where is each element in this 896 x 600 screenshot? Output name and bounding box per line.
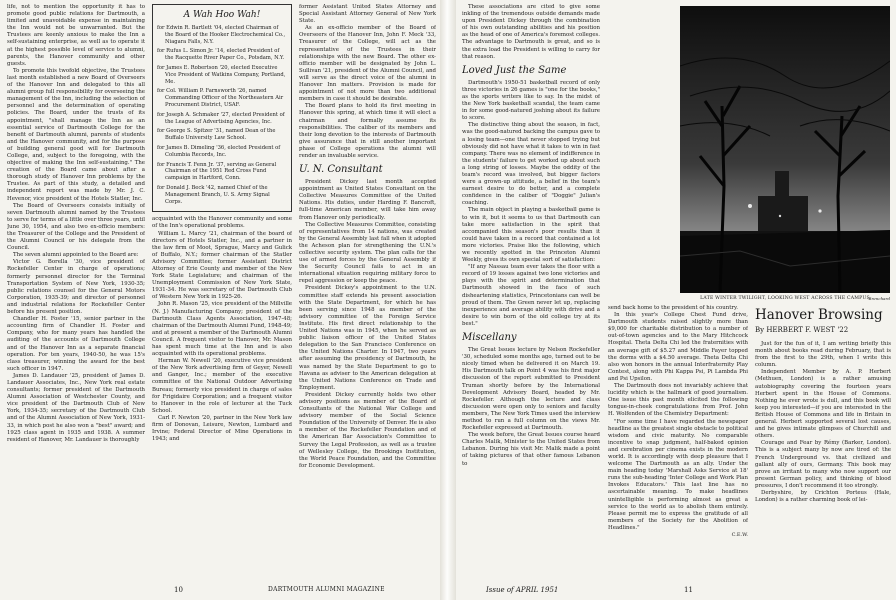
article-paragraph: Carl F. Newton '20, partner in the New York law firm of Donovan, Leisure, Newton, Lumbard and Irvine; Federal Director of Mine Operations in 1943; and — [152, 414, 292, 443]
award-item: for Rufus L. Simon Jr. '14, elected President of the Racquette River Paper Co., Potsdam, N.Y. — [157, 48, 285, 62]
loved-just-the-same-body — [462, 80, 600, 328]
right-column-1-intro — [462, 4, 600, 61]
article-paragraph: The week before, the Great Issues course heard Charles Malik, Minister to the United States from Lebanon. During his visit Mr. Malik made a point of taking pictures of that other famous Lebanon to — [462, 432, 600, 467]
article-paragraph: Herman W. Newell '20, executive vice president of the New York advertising firm of Geyer, Newell and Ganger, Inc.; member of the executive committee of the National Outdoor Advertising Bureau; formerly vice president in charge of sales for Frigidaire Corporation; and a frequent visitor to Hanover in the role of lecturer at the Tuck School. — [152, 358, 292, 414]
article-paragraph: The Board plans to hold its first meeting in Hanover this spring, at which time it will elect a chairman and formally assume its responsibilities. The caliber of its members and their long devotion to the interests of Dartmouth give assurance that in still another important phase of College operations the alumni will render an invaluable service. — [299, 103, 436, 159]
article-paragraph: President Dickey last month accepted appointment as United States Consultant on the Collective Measures Committee of the United Nations. His duties, under Harding F. Bancroft, full-time American member, will take him away from Hanover only periodically. — [299, 179, 436, 221]
review-paragraph: Courage and Fear by Rémy (Barker, London). This is a subject many by now are tired of: the French Underground vs. that civilized and gallant ally of ours, Germany. This book may prove an irritant to many who now support our present German policy, and thinking of blood pressures, I don't recommend it too strongly. — [755, 440, 891, 489]
miscellany-body — [462, 347, 600, 468]
left-column-3-intro — [299, 4, 436, 160]
left-column-2 — [152, 4, 292, 586]
un-consultant-body — [299, 179, 436, 470]
left-column-3 — [299, 4, 436, 586]
article-paragraph: The Dartmouth does not invariably achieve that lucidity which is the hallmark of good journalism. One issue this past month elicited the following tongue-in-cheek congratulations from Prof. John H. Wolfenden of the Chemistry Department: — [608, 383, 748, 418]
campus-twilight-photo — [680, 6, 890, 293]
issue-label: Issue of APRIL 1951 — [486, 586, 559, 594]
award-item: for Edwin R. Bartlett '04, elected Chairman of the Board of the Hooker Electrochemical Co., Niagara Falls, N.Y. — [157, 25, 286, 45]
spread-gutter — [440, 0, 456, 600]
article-paragraph: life, not to mention the opportunity it has to promote good public relations for Dartmouth, a limited and unavoidable expense in maintaining the Inn would not be unwarranted. But the Trustees are keenly anxious to make the Inn a self-sustaining enterprise, as well as to operate it at the highest possible level of service to alumni, parents, the Hanover community and other guests. — [7, 4, 145, 67]
award-item: for Col. William P. Farnsworth '26, named Commanding Officer of the Northeastern Air Procurement District, USAF. — [157, 88, 284, 108]
right-column-1 — [462, 4, 600, 586]
article-paragraph: acquainted with the Hanover community and some of the Inn's operational problems. — [152, 216, 292, 230]
article-paragraph: In this year's College Chest Fund drive, Dartmouth students raised slightly more than $9,000 for charitable distribution to a number of out-of-town agencies and to the Mary Hitchcock Hospital. Theta Delta Chi led the fraternities with an average gift of $5.27 and Middle Fayer topped the dorms with a $4.50 average. Theta Delta Chi also won honors in the annual Interfraternity Play Contest, along with Phi Kappa Psi, Pi Lambda Phi and Psi Upsilon. — [608, 312, 748, 382]
right-column-3 — [755, 305, 891, 585]
article-paragraph: Dartmouth's 1950-51 basketball record of only three victories in 26 games is "one for the books," as the sports writers like to say. In the midst of the New York basketball scandal, the team came in for some good-natured joshing about its failure to score. — [462, 79, 600, 122]
right-page — [456, 0, 896, 600]
review-paragraph: Just for the fun of it, I am writing briefly this month about books read during February, that is from the first to the 29th, when I write this column. — [755, 341, 891, 369]
box-items — [157, 25, 287, 205]
award-item: for Francis T. Fenn Jr. '37, serving as General Chairman of the 1951 Red Cross Fund campaign in Hartford, Conn. — [157, 161, 277, 182]
hanover-browsing-title: Hanover Browsing — [755, 307, 883, 323]
miscellany-heading: Miscellany — [462, 332, 517, 344]
article-paragraph: The Board of Overseers consists initially of seven Dartmouth alumni named by the Trustees to serve for terms of a little over three years, until June 30, 1954, and also two ex-officio members: the Treasurer of the College and the President of the Alumni Council or his delegate from the Council. — [7, 202, 145, 252]
signature: C.E.W. — [731, 532, 748, 538]
hanover-browsing-byline: By HERBERT F. WEST '22 — [755, 326, 849, 334]
article-paragraph: The distinctive thing about the season, in fact, was the good-natured backing the campus gave to a losing team—one that never stopped trying but obviously did not have what it takes to win in fast company. There was no element of indifference in the students' failure to get worked up about such a long string of losses. Maybe the oddity of the team's record was involved, but bigger factors were a grown-up attitude, a belief in the team's earnest desire to do better, and a complete confidence in the caliber of "Doggie" Julian's coaching. — [462, 122, 600, 207]
review-paragraph: Derbyshire, by Crichton Porteus (Hale, London) is a rather charming book of lei- — [755, 489, 891, 504]
photo-caption: LATE WINTER TWILIGHT, LOOKING WEST ACROSS THE CAMPUS — [700, 296, 870, 301]
article-paragraph: The seven alumni appointed to the Board are: — [13, 252, 139, 259]
article-paragraph: send back home to the president of his country. — [608, 305, 738, 311]
award-item: for George S. Spitzer '31, named Dean of the Buffalo University Law School. — [157, 128, 276, 142]
page-number-left: 10 — [174, 586, 183, 594]
photo-credit: Brenchard — [868, 296, 890, 301]
page-number-right: 11 — [684, 586, 693, 594]
award-item: for Joseph A. Schmaker '27, elected President of the League of Advertising Agencies, Inc. — [157, 111, 285, 125]
article-paragraph: The Collective Measures Committee, consisting of representatives from 14 nations, was created by the General Assembly last fall when it adopted the Acheson plan for strengthening the U.N.'s collective security system. The plan calls for the use of armed forces by the General Assembly if the Security Council fails to act in an international situation requiring military force to repel aggression or keep the peace. — [299, 221, 436, 285]
article-paragraph: James D. Landauer '25, president of James D. Landauer Associates, Inc., New York real estate consultants; former president of the Dartmouth Alumni Association of Westchester County, and vice president of the Dartmouth Club of New York, 1934-35; secretary of the Dartmouth Club and of the Alumni Association of New York, 1931-33, in which post he also won a "best" award; and 1925 class agent in 1935 and 1938. A summer resident of Hanover, Mr. Landauer is thoroughly — [7, 372, 145, 443]
article-paragraph: "For some time I have regarded the newspaper headline as the greatest single obstacle to political wisdom and civic maturity. No comparable incentive to snap judgment, half-baked opinion and cerebration per cinema exists in the modern world. It is accordingly with deep pleasure that I welcome The Dartmouth as an ally. Under the main heading today 'Marshall Asks Service at 18' runs the sub-heading 'Inter College and Work Plan Invokes Educators.' This last line has no ascertainable meaning. To make headlines unintelligible is performing almost as great a service to the world as to abolish them entirely. Please permit me to express the gratitude of all members of the Society for the Abolition of Headlines." — [608, 418, 748, 531]
article-paragraph: The Great Issues lecture by Nelson Rockefeller '30, scheduled some months ago, turned out to be nicely timed when he delivered it on March 19. His Dartmouth talk on Point 4 was his first major discussion of the report submitted to President Truman shortly before by the International Development Advisory Board, headed by Mr. Rockefeller. Although the lecture and class discussion were open only to seniors and faculty members, The New York Times used the interview method to run a full column on the views Mr. Rockefeller expressed at Dartmouth. — [462, 347, 600, 432]
right-column-2 — [608, 305, 748, 585]
box-title: A Wah Hoo Wah! — [183, 10, 261, 20]
article-paragraph: The main object in playing a basketball game is to win it, but it seems to us that Dartmouth can take more satisfaction in the spirit that accompanied this season's poor results than it could have taken in a record that contained a lot more victories. Praise like the following, which we recently spotted in the Princeton Alumni Weekly, gives its own special sort of satisfaction: — [462, 207, 600, 264]
article-paragraph: President Dickey currently holds two other advisory positions as member of the Board of Consultants of the National War College and advisory member of the Social Science Foundation of the University of Denver. He is also a member of the Rockefeller Foundation and of the American Bar Association's Committee to Survey the Legal Profession, as well as a trustee of Wellesley College, the Brookings Institution, the World Peace Foundation, and the Committee for Economic Development. — [299, 391, 436, 469]
campus-photo-illustration — [680, 6, 890, 293]
article-paragraph: These associations are cited to give some inkling of the tremendous outside demands made upon President Dickey through the combination of his own outstanding abilities and his position as the head of one of America's foremost colleges. The advantage to Dartmouth is great, and so is the extra load the President is willing to carry for that reason. — [462, 4, 600, 60]
left-column-1 — [7, 4, 145, 584]
award-item: for James E. Robertson '20, elected Executive Vice President of Watkins Company, Portland, Me. — [157, 64, 286, 85]
article-paragraph: Chandler H. Foster '15, senior partner in the accounting firm of Chandler H. Foster and Company, who for many years has handled the auditing of the accounts of Dartmouth College and of the Hanover Inn as a separate financial operation. For ten years, 1940-50, he was 15's class treasurer, winning the award for the best such officer in 1947. — [7, 316, 145, 372]
article-paragraph: "If any Nassau team ever takes the floor with a record of 19 losses against two lone victories and plays with the spirit and determination that Dartmouth showed in the face of such disheartening statistics, Princetonians can well be proud of them. The Green never let up, replacing inexperience and average ability with drive and a desire to win born of the old college try at its best." — [462, 264, 600, 327]
left-column-2-body — [152, 216, 292, 443]
article-paragraph: Victor G. Borella '30, vice president of Rockefeller Center in charge of operations; formerly personnel director for the Terminal Transportation System of New York, 1930-35; public relations counsel for the General Motors Corporation, 1935-39; and director of personnel and industrial relations for Rockefeller Center before his present position. — [7, 259, 145, 316]
article-paragraph: William L. Marcy '21, chairman of the board of directors of Hotels Statler, Inc., and a partner in the law firm of Moot, Sprague, Marcy and Gulick of Buffalo, N.Y.; former chairman of the Statler Advisory Committee; former Assistant District Attorney of Erie County and member of the New York State Legislature; and chairman of the Unemployment Commission of New York State, 1931-34. He was secretary of the Dartmouth Club of Western New York in 1925-26. — [152, 230, 292, 301]
running-title: DARTMOUTH ALUMNI MAGAZINE — [268, 586, 385, 593]
award-item: for Donald J. Beck '42, named Chief of the Management Branch, U. S. Army Signal Corps. — [157, 184, 270, 205]
un-consultant-heading: U. N. Consultant — [299, 164, 383, 176]
article-paragraph: President Dickey's appointment to the U.N. committee staff extends his present association with the State Department, for which he has been serving since 1948 as member of the advisory committee of the Foreign Service Institute. His first direct relationship to the United Nations was in 1945, when he served as public liaison officer of the United States delegation to the San Francisco Conference on the United Nations Charter. In 1947, two years after assuming the presidency of Dartmouth, he was named by the State Department to go to Havana as adviser to the American delegation at the United Nations Conference on Trade and Employment. — [299, 285, 436, 391]
review-paragraph: Independent Member by A. P. Herbert (Methuen, London) is a rather amusing autobiography covering the fourteen years Herbert spent in the House of Commons. Nothing he ever wrote is dull, and this book will keep you interested—if you are interested in the British House of Commons and life in Britain in general. Herbert supported several lost causes, and he gives intimate glimpses of Churchill and others. — [755, 369, 891, 440]
hanover-browsing-body — [755, 341, 891, 504]
loved-just-the-same-heading: Loved Just the Same — [462, 64, 567, 76]
article-paragraph: John R. Mason '25, vice president of the Millville (N. J.) Manufacturing Company; president of the Dartmouth Class Agents Association, 1947-48; chairman of the Dartmouth Alumni Fund, 1948-49; and at present a member of the Dartmouth Alumni Council. A frequent visitor to Hanover, Mr. Mason has spent much time at the Inn and is also acquainted with its operational problems. — [152, 301, 292, 358]
article-paragraph: former Assistant United States Attorney and Special Assistant Attorney General of New York State. — [299, 4, 436, 25]
left-page — [0, 0, 440, 600]
article-paragraph: As an ex-officio member of the Board of Overseers of the Hanover Inn, John F. Meck '33, Treasurer of the College, will act as the representative of the Trustees in their relationships with the new Board. The other ex-officio member will be designated by John L. Sullivan '21, president of the Alumni Council, and will serve as the direct voice of the alumni in Hanover Inn matters. Provision is made for appointment of not more than two additional members in case it should be desirable. — [299, 25, 436, 103]
award-item: for James B. Dimeling '36, elected President of Columbia Records, Inc. — [157, 144, 281, 158]
wah-hoo-wah-box — [152, 4, 292, 212]
article-paragraph: To promote this twofold objective, the Trustees last month established a new Board of Overseers of the Hanover Inn and delegated to this all alumni group full responsibility for overseeing the management of the Inn, including the selection of personnel and the determination of operating policies. The Board, under the trusts of its appointment, "shall manage the Inn as an essential service of Dartmouth College for the benefit of Dartmouth alumni, parents of students and the Hanover community, and for the purpose of building general good will for Dartmouth College, and, subject to the foregoing, with the objective of making the Inn self-sustaining." The creation of the Board came about after a thorough study of Hanover Inn problems by the Trustee. As part of this study, a detailed and independent report was made by Mr. J. C. Hevenor, vice president of the Hotels Statler, Inc. — [7, 67, 145, 202]
